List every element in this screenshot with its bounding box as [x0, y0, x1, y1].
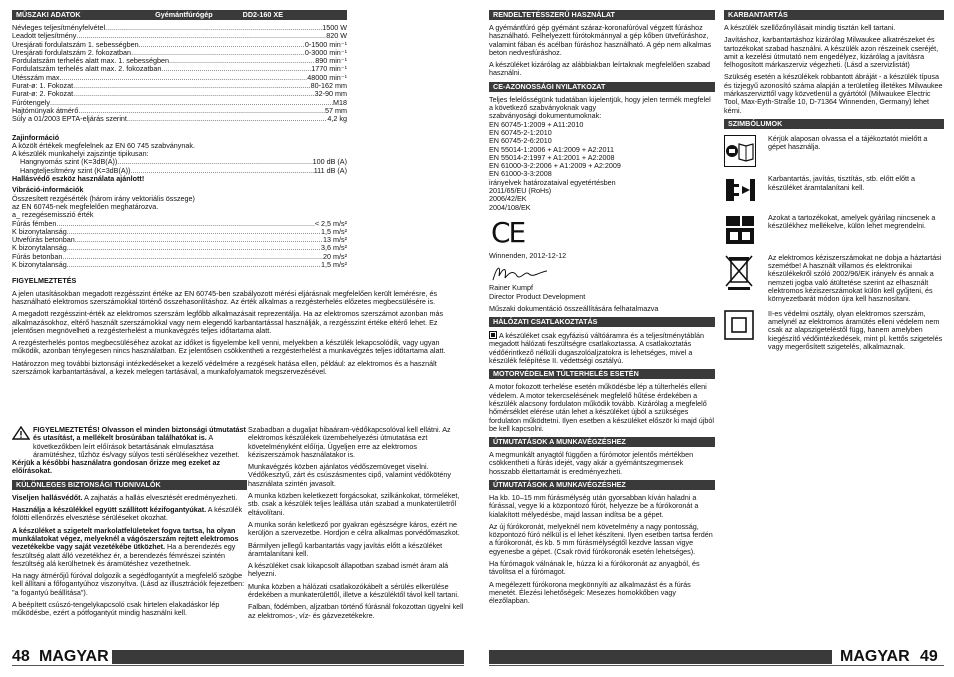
- spec-row: [12, 32, 347, 40]
- working-hints-text-1: A megmunkált anyagtól függően a fúrómotor jelentős mértékben csökkentheti a fúrás idejét, vagy akár a gyémántszegmensek hosszabb élettartamát is eredményezheti.: [489, 450, 694, 476]
- maintenance-paragraph: Szükség esetén a készülékek robbantott ábráját - a készülék típusa és tizjegyű azonosító száma alapján a területileg illetékes Milwaukee márkaszervizttől vagy közvetlenül a gyártótól (Milwaukee Electric Tool, Max-Eyth-Straße 10, D-71364 Winnenden, Germany) lehet kérni.: [724, 72, 943, 115]
- mains-text: [489, 331, 715, 365]
- spec-row: [12, 65, 347, 73]
- warning-paragraphs: [12, 290, 457, 377]
- spec-value: 20 m/s²: [323, 252, 347, 261]
- leader-dots: [50, 99, 333, 107]
- leader-dots: [139, 41, 305, 49]
- item-text: A zajhatás a hallás elvesztését eredményezheti.: [82, 492, 238, 502]
- spec-row: [12, 99, 347, 107]
- spec-row: [12, 261, 347, 269]
- tech-data-header: [12, 10, 347, 20]
- special-safety-item: [12, 527, 247, 568]
- product-name: Gyémántfúrógép: [155, 10, 213, 19]
- warning-title: FIGYELMEZTETÉS: [12, 276, 77, 286]
- spec-value: 1770 min⁻¹: [311, 65, 347, 74]
- safety-paragraph: A készüléket csak kikapcsolt állapotban szabad ismét áram alá helyezni.: [248, 561, 449, 579]
- working-hints-title-2: ÚTMUTATÁSOK A MUNKAVÉGZÉSHEZ: [493, 479, 626, 489]
- ce-title: CE-AZONOSSÁGI NYILATKOZAT: [493, 81, 606, 91]
- mains-paragraph: A készüléket csak egyfázisú váltóáramra és a teljesítménytáblán megadott hálózati feszültségre csatlakoztassa. A csatlakoztatás védőérintkező nélküli dugaszolóaljzatokra is lehetséges, mivel a készülék felépítése II. védettségi osztályú.: [489, 331, 704, 366]
- page-number-right: 49: [920, 648, 938, 665]
- place-date: Winnenden, 2012-12-12: [489, 250, 567, 260]
- working-hint-paragraph: A megélezett fúrókorona megkönnyíti az alkalmazást és a fúrás menetét. Élezési lehetőségek: Mesezes homokkőben vagy élezőlapban.: [489, 579, 691, 606]
- maintenance-paragraphs: [724, 24, 944, 115]
- vibration-line-1: Összesített rezgésérték (három irány vektoriális összege): [12, 193, 195, 203]
- leader-dots: [75, 236, 323, 244]
- language-right: MAGYAR: [840, 648, 910, 665]
- double-insulation-icon: [724, 310, 754, 340]
- spec-value: 820 W: [326, 32, 347, 41]
- spec-row: [12, 107, 347, 115]
- spec-value: 1,5 m/s²: [321, 227, 347, 236]
- spec-value: 1,5 m/s²: [321, 261, 347, 270]
- warning-paragraph: A megadott rezgésszint-érték az elektromos szerszám legfőbb alkalmazásait reprezentálja. Ha az elektromos szerszámot azonban más alkalmazásokhoz, eltérő használt szerszámokkal vagy nem elegendő karbantartással használják, a rezgésszint értéke eltérő lehet. Ez jelentősen megnövelheti a rezgésterhelést a munkavégzés teljes időtartama alatt.: [12, 309, 444, 335]
- class-ii-icon: [489, 331, 497, 339]
- warning-paragraph: Határozzon meg további biztonsági intézkedéseket a kezelő védelmére a rezgések hatása ellen, például: az elektromos és a használt szerszámok karbantartásával, a kezek melegen tartásával, a munkafolyamatok megszervezésével.: [12, 358, 437, 376]
- spec-label: Névleges teljesítményfelvétel: [12, 24, 106, 32]
- column-1-lower: [12, 426, 247, 622]
- item-bold: A készüléket a szigetelt markolatfelületeket fogva tartsa, ha olyan munkálatokat végez, melyeknél a vágószerszám rejtett elektromos vezetékekbe vagy saját vezetékébe ütközhet.: [12, 525, 239, 552]
- spec-label: Hangteljesítmény szint (K=3dB(A)): [20, 166, 131, 175]
- hearing-warning: Hallásvédő eszköz használata ajánlott!: [12, 174, 145, 184]
- spec-label: K bizonytalanság: [12, 227, 67, 236]
- ce-line: 2004/108/EK: [489, 202, 531, 212]
- ce-line: 2011/65/EU (RoHs): [489, 186, 552, 196]
- leader-dots: [67, 228, 321, 236]
- read-manual-icon: [724, 135, 756, 167]
- safety-paragraph: Bármilyen jellegű karbantartás vagy javítás előtt a készüléket áramtalanítani kell.: [248, 540, 443, 558]
- motor-protection-header: [489, 369, 715, 379]
- maintenance-title: KARBANTARTÁS: [728, 10, 788, 19]
- noise-spec-list: [12, 158, 347, 175]
- spec-row: [12, 228, 347, 236]
- special-safety-item: [12, 506, 247, 523]
- special-safety-header: [12, 480, 247, 490]
- spec-value: 32-90 mm: [314, 90, 347, 99]
- spec-label: Súly a 01/2003 EPTA-eljárás szerint: [12, 115, 127, 124]
- maintenance-paragraph: Javításhoz, karbantartáshoz kizárólag Milwaukee alkatrészeket és tartozékokat szabad használni. A készülék azon részeinek cseréjét, amit a kezelési útmutató nem engedélyez, kizárólag a javításra felhogosított márkaszerviz végezheti. (Lásd a szervizlistát): [724, 35, 939, 70]
- spec-label: Fúrás fémben: [12, 219, 57, 228]
- noise-typical: A készülék munkahelyi zajszintje tipikusan:: [12, 149, 149, 159]
- working-hint-paragraph: Az új fúrókoronát, melyeknél nem követelmény a nagy pontosság, központozó fúró nélkül is el lehet készíteni. Ilyen esetben tartsa ferdén a fúrókoronát, és kb. 5 mm fúrásmélységtől kezdve lassan vigye egyenesbe a gépet. (Csak rövid fúrókoronák esetén lehetséges).: [489, 521, 713, 556]
- spec-row: [12, 244, 347, 252]
- symbol-weee: [724, 254, 944, 304]
- maintenance-header: [724, 10, 944, 20]
- maintenance-paragraph: A készülék szellőzőnyílásait mindig tisztán kell tartani.: [724, 23, 896, 32]
- column-2: [248, 426, 470, 624]
- intended-use-p2: A készüléket kizárólag az alábbiakban leírtaknak megfelelően szabad használni.: [489, 60, 710, 78]
- spec-value: 100 dB (A): [312, 158, 347, 167]
- working-hints-title-1: ÚTMUTATÁSOK A MUNKAVÉGZÉSHEZ: [493, 437, 626, 447]
- spec-value: 48000 min⁻¹: [307, 73, 347, 82]
- ce-line: Teljes felelősségünk tudatában kijelentjük, hogy jelen termék megfelel a következő szabványoknak vagy: [489, 94, 711, 113]
- read-manual-text: Kérjük alaposan olvassa el a tájékoztatót mielőtt a gépet használja.: [768, 133, 928, 152]
- spec-value: 57 mm: [325, 106, 347, 115]
- safety-warning-block: [12, 426, 247, 459]
- unplug-icon: [724, 175, 756, 205]
- spec-label: Üresjárati fordulatszám 1. sebességben: [12, 40, 139, 49]
- leader-dots: [105, 24, 322, 32]
- leader-dots: [67, 244, 321, 252]
- spec-label: Leadott teljesítmény: [12, 32, 77, 41]
- crossed-bin-icon: [724, 254, 754, 290]
- spec-row: [20, 158, 347, 166]
- spec-label: Fúrótengely: [12, 98, 50, 107]
- ce-line: EN 55014-2:1997 + A1:2001 + A2:2008: [489, 152, 615, 162]
- spec-row: [12, 57, 347, 65]
- spec-label: Ütésszám max.: [12, 73, 62, 82]
- language-left: MAGYAR: [39, 648, 109, 665]
- spec-row: [12, 82, 347, 90]
- warning-paragraph: A rezgésterhelés pontos megbecsüléséhez azokat az időket is figyelembe kell venni, melyekben a készülék lekapcsolódik, vagy ugyan működik, azonban ténylegesen nincs használatban. Ez jelentősen csökkentheti a rezgésterhelést a munkavégzés teljes időtartama alatt.: [12, 338, 446, 356]
- ce-line: EN 60745-1:2009 + A11:2010: [489, 119, 584, 129]
- spec-label: Furat-ø: 2. Fokozat: [12, 90, 74, 99]
- vibration-line-2: az EN 60745-nek megfelelően meghatározva.: [12, 201, 159, 211]
- symbol-unplug: [724, 175, 944, 207]
- spec-row: [12, 74, 347, 82]
- unplug-text: Karbantartás, javítás, tisztítás, stb. előtt előtt a készüléket áramtalanítani kell.: [768, 174, 916, 192]
- leader-dots: [73, 90, 315, 98]
- safety-paragraph: Munka közben a hálózati csatlakozókábelt a sérülés elkerülése érdekében a munkaterülettől, illetve a készüléktől távol kell tartani.: [248, 581, 459, 600]
- spec-label: Hajtómünyak átmérő: [12, 106, 79, 115]
- page-number-left: 48: [12, 648, 30, 665]
- special-safety-item: [12, 494, 247, 502]
- leader-dots: [62, 253, 323, 261]
- ce-header: [489, 82, 715, 92]
- leader-dots: [161, 65, 311, 73]
- working-hints-list-2: [489, 494, 715, 606]
- signature-image: [491, 262, 551, 284]
- warning-paragraph: A jelen utasításokban megadott rezgésszint értéke az EN 60745-ben szabályozott mérési eljárásnak megfelelően került lemérésre, és használható elektromos szerszámokkal történő összehasonlításhoz. Az érték alkalmas a rezgésterhelés előzetes megbecsülésére is.: [12, 288, 438, 306]
- ce-line: EN 60745-2-6:2010: [489, 136, 552, 146]
- signer-name: Rainer Kumpf: [489, 283, 533, 293]
- leader-dots: [169, 57, 315, 65]
- symbol-read-manual: [724, 135, 944, 169]
- working-hint-paragraph: Ha kb. 10–15 mm fúrásmélység után gyorsabban kíván haladni a fúrással, vegye ki a központozó fúrót, helyezze be a fúrókoronát a kialakított mélyedésbe, majd lassan indítsa be a gépet.: [489, 492, 699, 519]
- leader-dots: [127, 115, 327, 123]
- spec-label: Fúrás betonban: [12, 252, 63, 261]
- spec-label: K bizonytalanság: [12, 261, 67, 270]
- spec-label: Fordulatszám terhelés alatt max. 2. fokozatban: [12, 65, 162, 74]
- signer-authorization: Műszaki dokumentáció összeállítására felhatalmazva: [489, 303, 659, 313]
- spec-row: [12, 253, 347, 261]
- ce-line: irányelvek határozataival egyetértésben: [489, 177, 616, 187]
- ce-line: EN 60745-2-1:2010: [489, 127, 552, 137]
- spec-row: [12, 115, 347, 123]
- item-text: A készülék fölötti ellenőrzés elvesztése sérüléseket okozhat.: [12, 505, 243, 523]
- leader-dots: [67, 261, 321, 269]
- motor-protection-text: A motor fokozott terhelése esetén működésbe lép a túlterhelés elleni védelem. A motor tekercselésének megfelelő hűtése érdekében a készülék alacsony fordulaton működik tovább. Kizárólag a megfelelő hőmérséklet elérése után lehet a készüléket újból a szükséges fordulaton működtetni. Ilyen esetben a készüléket először ki majd újból be kell kapcsolni.: [489, 382, 714, 433]
- working-hints-header-2: [489, 480, 715, 490]
- spec-value: < 2,5 m/s²: [314, 219, 347, 228]
- special-safety-item: [12, 572, 247, 597]
- vibration-title: Vibráció-információk: [12, 185, 84, 195]
- symbol-accessory: [724, 214, 944, 248]
- item-text: Ha nagy átmérőjű fúróval dolgozik a segédfogantyút a megfelelő szögbe kell állítani a főfogantyúhoz viszonyítva. (Lásd az illusztrációk fejezetben: "a fogantyú beállítása").: [12, 571, 245, 597]
- spec-label: Ütvefúrás betonban: [12, 236, 75, 245]
- ce-line: 2006/42/EK: [489, 194, 527, 204]
- safety-paragraph: Falban, födémben, aljzatban történő fúrásnál fokozottan ügyelni kell az elektromos-, víz- és gázvezetékekre.: [248, 602, 464, 620]
- warning-triangle-icon: [12, 426, 30, 440]
- spec-value: 111 dB (A): [313, 166, 347, 175]
- footer-right: [489, 650, 944, 664]
- column-4: [724, 10, 944, 355]
- footer-left: [12, 650, 464, 664]
- spec-value: 0-3000 min⁻¹: [304, 48, 347, 57]
- spec-row: [12, 236, 347, 244]
- weee-text: Az elektromos kéziszerszámokat ne dobja a háztartási szemétbe! A használt villamos és elektronikai készülékekről szóló 2002/96/EK irányelv és annak a nemzeti jogba való átültetése szerint az elhasznált elektromos kéziszerszámokat külön kell gyűjteni, és környezetbarát módon újra kell hasznosítani.: [768, 252, 942, 304]
- column-2-paragraphs: [248, 426, 470, 620]
- symbols-title: SZIMBÓLUMOK: [728, 118, 783, 128]
- ce-line: EN 61000-3-2:2006 + A1:2009 + A2:2009: [489, 161, 621, 171]
- spec-label: Hangnyomás szint (K=3dB(A)): [20, 158, 118, 167]
- leader-dots: [130, 167, 313, 175]
- leader-dots: [78, 107, 325, 115]
- spec-row: [12, 90, 347, 98]
- tech-data-title: MŰSZAKI ADATOK: [16, 10, 81, 19]
- safety-warning-bold: FIGYELMEZTETÉS! Olvasson el minden biztonsági útmutatást és utasítást, a mellékelt brosúrában találhatókat is.: [33, 425, 246, 443]
- safety-paragraph: Munkavégzés közben ajánlatos védőszemüveget viselni. Védőkesztyű, zárt és csúszásmentes cipő, valamint védőkötény használata szintén javasolt.: [248, 462, 451, 488]
- noise-title: Zajinformáció: [12, 132, 60, 142]
- intended-use-header: [489, 10, 715, 20]
- item-bold: Viseljen hallásvédőt.: [12, 492, 83, 502]
- spec-value: 0-1500 min⁻¹: [304, 40, 347, 49]
- leader-dots: [73, 82, 311, 90]
- accessory-icon: [724, 214, 756, 246]
- spec-value: 13 m/s²: [323, 236, 347, 245]
- motor-protection-title: MOTORVÉDELEM TÚLTERHELÉS ESETÉN: [493, 369, 639, 379]
- special-safety-list: [12, 494, 247, 618]
- intended-use-p1: A gyémántfúró gép gyémánt száraz-koronafúróval végzett fúráshoz használható. Felhelyezett fúrótokmánnyal a gép kőben ütvefúráshoz, valamint fában és acélban fúráshoz használható. A gép nem alkalmas beton nedvesfúráshoz.: [489, 23, 712, 57]
- leader-dots: [56, 220, 315, 228]
- mains-title: HÁLÓZATI CSATLAKOZTATÁS: [493, 317, 598, 327]
- item-text: A beépített csúszó-tengelykapcsoló csak hirtelen elakadáskor lép működésbe, ezért a pótfogantyút mindig használni kell.: [12, 600, 220, 618]
- spec-value: 890 min⁻¹: [315, 57, 347, 66]
- ce-mark: CE: [491, 215, 525, 249]
- model-name: DD2-160 XE: [242, 10, 283, 19]
- leader-dots: [76, 32, 326, 40]
- ce-line: EN 55014-1:2006 + A1:2009 + A2:2011: [489, 144, 614, 154]
- spec-list: [12, 24, 347, 124]
- column-1: [12, 10, 446, 380]
- ce-standards-list: [489, 96, 715, 212]
- ce-line: EN 61000-3-3:2008: [489, 169, 552, 179]
- symbols-header: [724, 119, 944, 129]
- spec-value: 1500 W: [322, 24, 347, 32]
- class-ii-text: II-es védelmi osztály, olyan elektromos szerszám, amelynél az elektromos áramütés elleni védelem nem csak az alapszigeteléstől függ, hanem amelyben kiegészítő védőintézkedések, mint pl. kettős szigetelés vagy megerősített szigetelés, alkalmaznak.: [768, 308, 943, 351]
- leader-dots: [117, 158, 312, 166]
- accessory-text: Azokat a tartozékokat, amelyek gyárilag nincsenek a készülékhez mellékelve, külön lehet megrendelni.: [768, 212, 936, 230]
- item-text: Ha a berendezés egy feszültség alatt álló vezetékhez ér, a berendezés fémrészei szintén feszültség alá kerülhetnek és áramütéshez vezethetnek.: [12, 542, 236, 568]
- spec-value: 4,2 kg: [327, 115, 347, 124]
- leader-dots: [62, 74, 308, 82]
- noise-intro: A közölt értékek megfelelnek az EN 60 745 szabványnak.: [12, 140, 195, 150]
- signer-title: Director Product Development: [489, 291, 586, 301]
- symbol-class-ii: [724, 310, 944, 351]
- ce-line: szabványosági dokumentumoknak:: [489, 111, 602, 121]
- safety-paragraph: A munka során keletkező por gyakran egészségre káros, ezért ne kerüljön a szervezetbe. Hordjon e célra alkalmas porvédőmaszkot.: [248, 519, 460, 538]
- spec-row: [12, 220, 347, 228]
- special-safety-item: [12, 601, 247, 618]
- intended-use-title: RENDELTETÉSSZERŰ HASZNÁLAT: [493, 10, 615, 19]
- spec-value: M18: [333, 98, 347, 107]
- item-bold: Használja a készülékkel együtt szállított kézifogantyúkat.: [12, 505, 207, 515]
- spec-label: Furat-ø: 1. Fokozat: [12, 82, 74, 91]
- spec-label: K bizonytalanság: [12, 244, 67, 253]
- leader-dots: [131, 49, 305, 57]
- mains-header: [489, 317, 715, 327]
- spec-label: Fordulatszám terhelés alatt max. 1. sebességben: [12, 57, 170, 66]
- spec-value: 80-162 mm: [310, 82, 347, 91]
- column-3: [489, 10, 715, 610]
- special-safety-title: KÜLÖNLEGES BIZTONSÁGI TUDNIVALÓK: [16, 479, 161, 489]
- working-hints-header-1: [489, 437, 715, 447]
- spec-row: [12, 49, 347, 57]
- working-hint-paragraph: Ha fúrómagok válnának le, húzza ki a fúrókoronát az anyagból, és távolítsa el a fúrómagot.: [489, 559, 700, 577]
- spec-value: 3,6 m/s²: [321, 244, 347, 253]
- spec-label: Üresjárati fordulatszám 2. fokozatban: [12, 48, 132, 57]
- keep-instructions: Kérjük a későbbi használatra gondosan őrizze meg ezeket az előírásokat.: [12, 458, 221, 476]
- safety-warning-text: A következőkben leírt előírások betartásának elmulasztása áramütéshez, tűzhöz és/vagy súlyos testi sérülésekhez vezethet.: [33, 433, 240, 459]
- vibration-spec-list: [12, 220, 347, 270]
- safety-paragraph: Szabadban a dugaljat hibaáram-védőkapcsolóval kell ellátni. Az elektromos készülékek üzembehelyezési útmutatása ezt követelményként előírja. Ügyeljen erre az elektromos kéziszerszámok használatakor is.: [248, 425, 451, 459]
- vibration-line-3: a_ rezegésemisszió érték: [12, 210, 94, 220]
- safety-paragraph: A munka közben keletkezett forgácsokat, szilkánkokat, törmeléket, stb. csak a készülék teljes leállása után szabad a munkaterületről eltávolítani.: [248, 491, 460, 517]
- spec-row: [12, 41, 347, 49]
- spec-row: [12, 24, 347, 32]
